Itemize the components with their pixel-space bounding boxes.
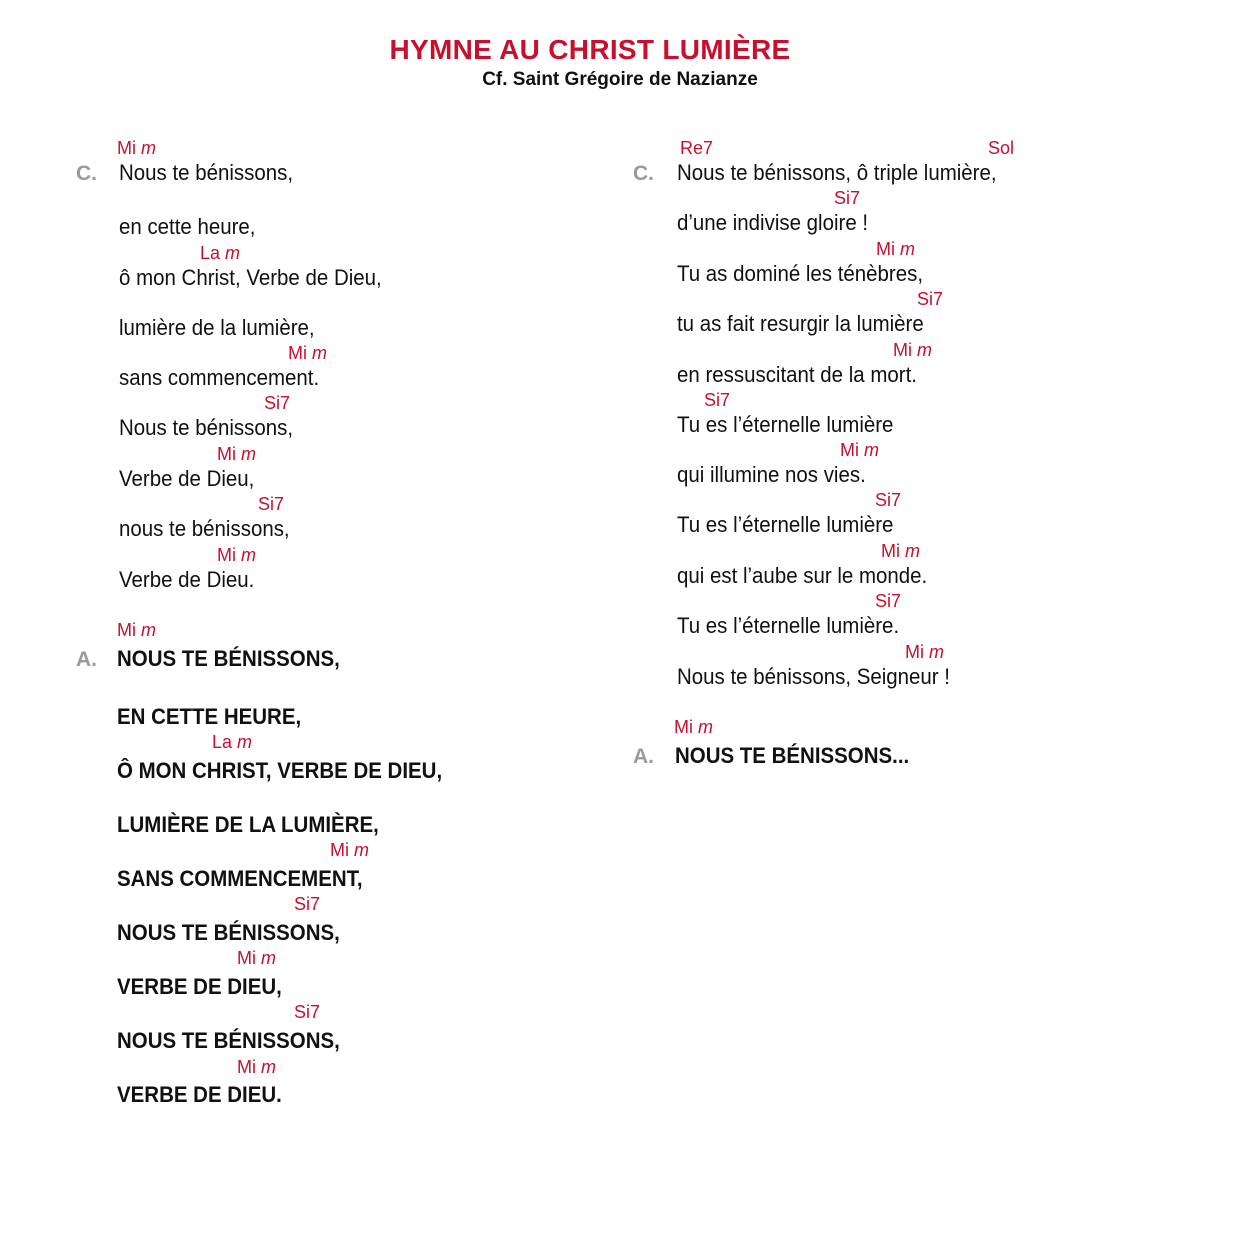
chord-si7: Si7 [264, 393, 291, 413]
lyric-line: Verbe de Dieu, [119, 466, 255, 491]
chord-mi-minor: Mi m [288, 343, 328, 363]
chord-mi-minor: Mi m [237, 948, 277, 968]
couplet-label: C. [633, 162, 654, 185]
page-title: HYMNE AU CHRIST LUMIÈRE [389, 34, 791, 65]
lyric-line: Nous te bénissons, Seigneur ! [677, 664, 950, 689]
refrain-line: SANS COMMENCEMENT, [117, 866, 363, 891]
lyric-line: nous te bénissons, [119, 516, 290, 541]
chord-mi-minor: Mi m [893, 340, 933, 360]
lyric-line: Tu es l’éternelle lumière [677, 412, 894, 437]
lyric-line: en ressuscitant de la mort. [677, 362, 917, 387]
refrain-line: EN CETTE HEURE, [117, 704, 302, 729]
chord-si7: Si7 [917, 289, 944, 309]
assemblee-label: A. [76, 648, 97, 671]
couplet-label: C. [76, 162, 97, 185]
lyric-line: lumière de la lumière, [119, 315, 315, 340]
chord-re7: Re7 [680, 138, 714, 158]
lyric-line: Tu as dominé les ténèbres, [677, 261, 924, 286]
lyric-line: sans commencement. [119, 365, 320, 390]
lyric-line: Nous te bénissons, [119, 415, 294, 440]
lyric-line: Verbe de Dieu. [119, 567, 255, 592]
chord-si7: Si7 [834, 188, 861, 208]
chord-sol: Sol [988, 138, 1015, 158]
refrain-line: VERBE DE DIEU. [117, 1082, 282, 1107]
chord-mi-minor: Mi m [117, 620, 157, 640]
chord-si7: Si7 [258, 494, 285, 514]
lyric-line: Nous te bénissons, [119, 160, 294, 185]
assemblee-label: A. [633, 745, 654, 768]
lyric-line: en cette heure, [119, 214, 256, 239]
refrain-line: NOUS TE BÉNISSONS... [675, 743, 910, 768]
chord-si7: Si7 [704, 390, 731, 410]
chord-la-minor: La m [200, 243, 241, 263]
refrain-line: VERBE DE DIEU, [117, 974, 282, 999]
chord-mi-minor: Mi m [905, 642, 945, 662]
chord-si7: Si7 [875, 490, 902, 510]
chord-si7: Si7 [294, 1002, 321, 1022]
chord-mi-minor: Mi m [330, 840, 370, 860]
refrain-line: NOUS TE BÉNISSONS, [117, 920, 340, 945]
refrain-line: LUMIÈRE DE LA LUMIÈRE, [117, 812, 379, 837]
refrain-line: NOUS TE BÉNISSONS, [117, 646, 340, 671]
chord-mi-minor: Mi m [117, 138, 157, 158]
lyric-line: d’une indivise gloire ! [677, 210, 869, 235]
refrain-line: Ô MON CHRIST, VERBE DE DIEU, [117, 758, 443, 783]
chord-mi-minor: Mi m [217, 444, 257, 464]
refrain-line: NOUS TE BÉNISSONS, [117, 1028, 340, 1053]
lyric-line: qui illumine nos vies. [677, 462, 866, 487]
lyric-line: Nous te bénissons, ô triple lumière, [677, 160, 997, 185]
chord-mi-minor: Mi m [674, 717, 714, 737]
chord-mi-minor: Mi m [881, 541, 921, 561]
chord-la-minor: La m [212, 732, 253, 752]
chord-si7: Si7 [875, 591, 902, 611]
chord-mi-minor: Mi m [876, 239, 916, 259]
lyric-line: ô mon Christ, Verbe de Dieu, [119, 265, 382, 290]
page-subtitle: Cf. Saint Grégoire de Nazianze [482, 69, 758, 90]
chord-mi-minor: Mi m [217, 545, 257, 565]
lyric-line: Tu es l’éternelle lumière [677, 512, 894, 537]
lyric-line: tu as fait resurgir la lumière [677, 311, 924, 336]
lyric-line: qui est l’aube sur le monde. [677, 563, 928, 588]
chord-si7: Si7 [294, 894, 321, 914]
chord-mi-minor: Mi m [237, 1057, 277, 1077]
lyric-line: Tu es l’éternelle lumière. [677, 613, 900, 638]
chord-mi-minor: Mi m [840, 440, 880, 460]
